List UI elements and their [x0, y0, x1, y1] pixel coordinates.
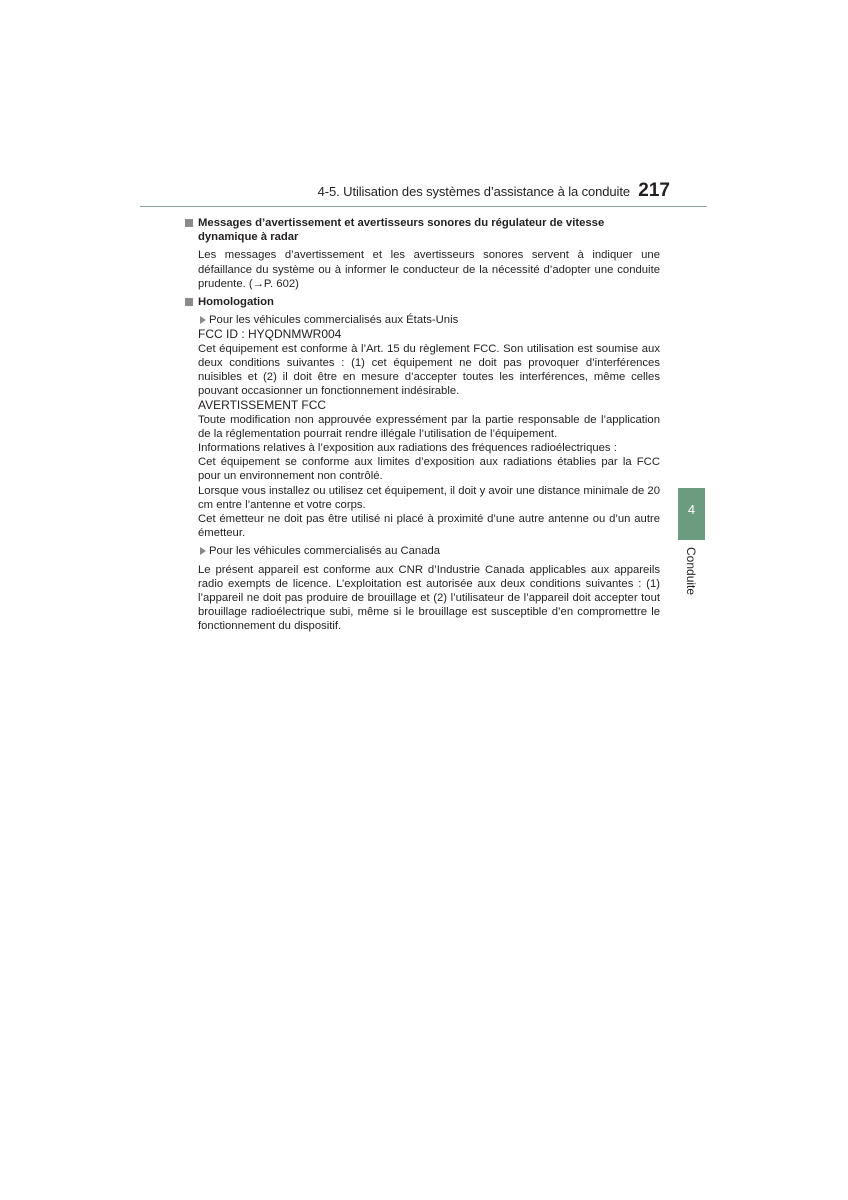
- subheading-us: [198, 313, 660, 327]
- subheading-canada: [198, 544, 660, 558]
- main-content: [185, 215, 660, 634]
- exposure-paragraph-3: Cet émetteur ne doit pas être utilisé ni placé à proximité d’une autre antenne ou d’un autre émetteur.: [198, 513, 660, 540]
- fcc-warning-title: AVERTISSEMENT FCC: [198, 398, 327, 413]
- subheading-us-text: Pour les véhicules commercialisés aux États-Unis: [209, 314, 459, 327]
- section-body-warnings: [198, 248, 660, 291]
- warnings-paragraph: Les messages d’avertissement et les avertisseurs sonores servent à indiquer une défaillance du système ou à informer le conducteur de la nécessité d’adopter une conduite prudente. (→P. 602): [198, 249, 660, 290]
- page-number: 217: [638, 180, 670, 201]
- exposure-paragraph-2: Lorsque vous installez ou utilisez cet équipement, il doit y avoir une distance minimale de 20 cm entre l’antenne et votre corps.: [198, 484, 660, 511]
- exposure-paragraph-1: Cet équipement se conforme aux limites d’exposition aux radiations établies par la FCC pour un environnement non contrôlé.: [198, 456, 660, 483]
- triangle-bullet-icon: [200, 547, 206, 555]
- section-heading-text: Homologation: [198, 296, 274, 309]
- section-heading-warnings: [185, 216, 660, 244]
- square-bullet-icon: [185, 298, 193, 306]
- canada-paragraph: Le présent appareil est conforme aux CNR d’Industrie Canada applicables aux appareils radio exempts de licence. L’exploitation est autorisée aux deux conditions suivantes : (1) l’appareil ne doit pas produire de brouillage et (2) l’utilisateur de l’appareil doit accepter tout brouillage radioélectrique subi, même si le brouillage est susceptible d’en compromettre le fonctionnement du dispositif.: [198, 563, 660, 633]
- canada-block: [198, 563, 660, 634]
- triangle-bullet-icon: [200, 316, 206, 324]
- header-divider: [140, 206, 707, 207]
- fcc-warning-text: Toute modification non approuvée expressément par la partie responsable de l’application de la réglementation pourrait rendre illégale l’utilisation de l’équipement.: [198, 413, 660, 440]
- chapter-tab-label: Conduite: [684, 547, 698, 596]
- chapter-tab[interactable]: [678, 488, 705, 540]
- fcc-id: FCC ID : HYQDNMWR004: [198, 327, 342, 342]
- exposure-title: Informations relatives à l’exposition aux radiations des fréquences radioélectriques :: [198, 442, 617, 455]
- chapter-title: 4-5. Utilisation des systèmes d’assistance à la conduite: [317, 184, 630, 199]
- chapter-tab-number: 4: [687, 502, 696, 517]
- square-bullet-icon: [185, 219, 193, 227]
- page-header: [140, 180, 707, 208]
- fcc-conformity: Cet équipement est conforme à l’Art. 15 du règlement FCC. Son utilisation est soumise aux deux conditions suivantes : (1) cet équipement ne doit pas provoquer d’interférences nuisibles et (2) il doit être en mesure d’accepter toutes les interférences, même celles pouvant occasionner un fonctionnement indésirable.: [198, 342, 660, 398]
- section-heading-homologation: [185, 295, 660, 309]
- section-heading-text: Messages d’avertissement et avertisseurs sonores du régulateur de vitesse dynamique à radar: [198, 217, 605, 244]
- subheading-canada-text: Pour les véhicules commercialisés au Canada: [209, 545, 441, 558]
- us-block: [198, 327, 660, 540]
